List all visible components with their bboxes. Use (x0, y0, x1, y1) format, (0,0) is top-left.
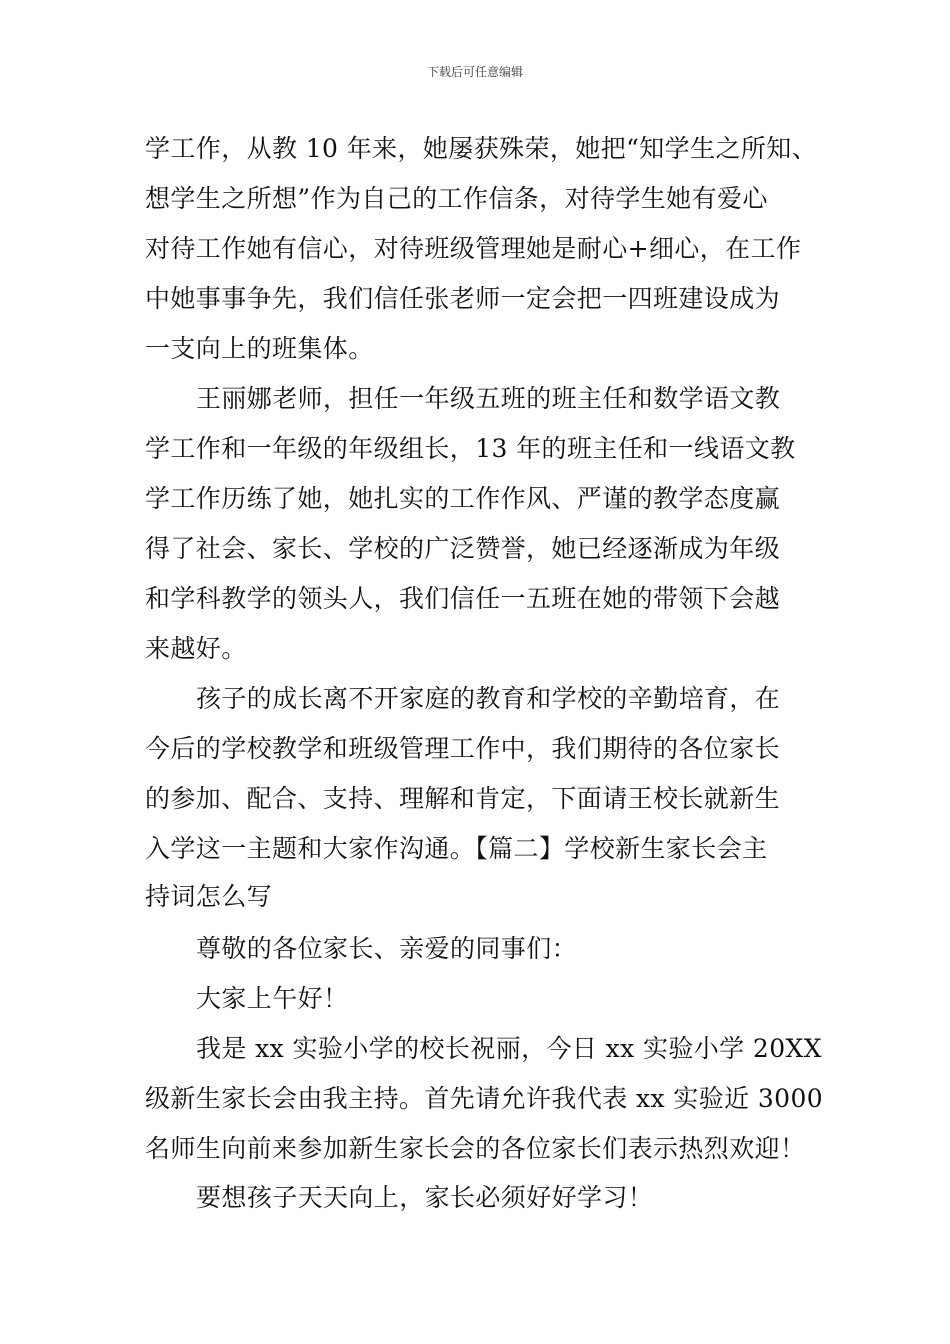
text-line: 学工作历练了她，她扎实的工作作风、严谨的教学态度赢 (145, 484, 781, 513)
text-line: 学工作和一年级的年级组长，13 年的班主任和一线语文教 (145, 434, 796, 463)
text-line: 入学这一主题和大家作沟通。【篇二】学校新生家长会主 (145, 834, 768, 863)
text-line: 尊敬的各位家长、亲爱的同事们： (196, 934, 578, 963)
text-line: 孩子的成长离不开家庭的教育和学校的辛勤培育，在 (196, 684, 781, 713)
text-line: 我是 xx 实验小学的校长祝丽，今日 xx 实验小学 20XX (196, 1034, 822, 1063)
text-line: 和学科教学的领头人，我们信任一五班在她的带领下会越 (145, 584, 781, 613)
text-line: 想学生之所想”作为自己的工作信条，对待学生她有爱心 (145, 184, 768, 213)
text-line: 学工作，从教 10 年来，她屡获殊荣，她把“知学生之所知、 (145, 134, 818, 163)
text-line: 来越好。 (145, 634, 247, 663)
text-line: 得了社会、家长、学校的广泛赞誉，她已经逐渐成为年级 (145, 534, 781, 563)
text-line: 中她事事争先，我们信任张老师一定会把一四班建设成为 (145, 284, 781, 313)
text-line: 名师生向前来参加新生家长会的各位家长们表示热烈欢迎！ (145, 1134, 806, 1163)
text-line: 大家上午好！ (196, 984, 349, 1013)
text-line: 要想孩子天天向上，家长必须好好学习！ (196, 1183, 654, 1212)
text-line: 对待工作她有信心，对待班级管理她是耐心+细心，在工作 (145, 234, 802, 263)
text-line: 持词怎么写 (145, 882, 273, 911)
page-header: 下载后可任意编辑 (426, 65, 523, 79)
text-line: 王丽娜老师，担任一年级五班的班主任和数学语文教 (196, 384, 781, 413)
text-line: 级新生家长会由我主持。首先请允许我代表 xx 实验近 3000 (145, 1084, 824, 1113)
text-line: 的参加、配合、支持、理解和肯定，下面请王校长就新生 (145, 784, 781, 813)
text-line: 今后的学校教学和班级管理工作中，我们期待的各位家长 (145, 734, 781, 763)
text-line: 一支向上的班集体。 (145, 334, 374, 363)
